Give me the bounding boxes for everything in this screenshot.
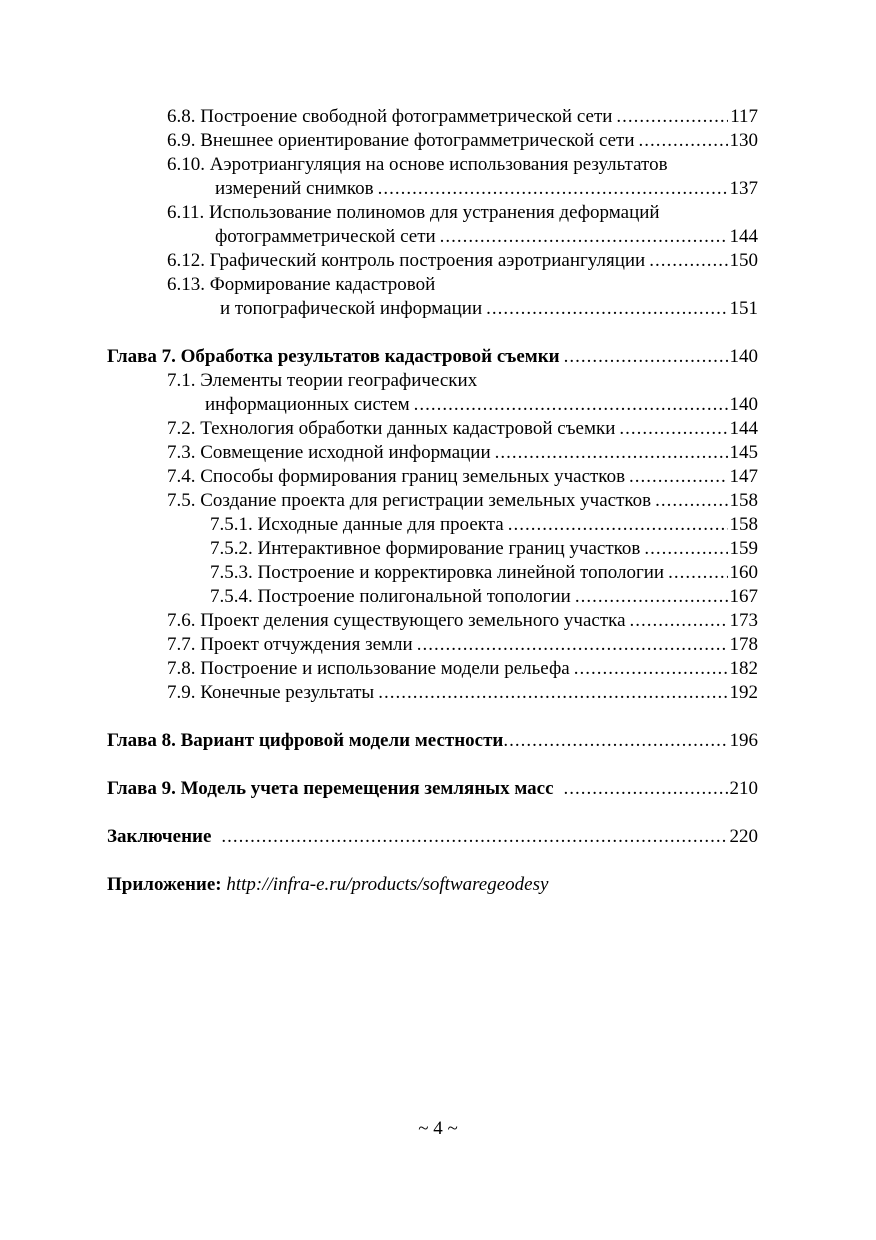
toc-entry-7-5-2[interactable] — [210, 537, 758, 561]
appendix-label: Приложение: — [107, 874, 222, 895]
section-title: Способы формирования границ земельных участков — [200, 466, 626, 487]
page-ref: 150 — [729, 250, 758, 271]
toc-row — [0, 345, 876, 369]
section-number: 7.7. — [167, 634, 196, 655]
toc-row — [0, 465, 876, 489]
page-ref: 210 — [729, 778, 758, 799]
toc-entry-6-10-line1[interactable] — [167, 153, 668, 177]
chapter-title: Заключение — [107, 826, 212, 847]
section-title: Проект отчуждения земли — [200, 634, 413, 655]
page-ref: 137 — [729, 178, 758, 199]
leader-dots — [440, 225, 728, 249]
toc-row — [0, 777, 876, 801]
leader-dots — [630, 609, 728, 633]
section-number: 7.1. — [167, 370, 196, 391]
section-title: Использование полиномов для устранения деформаций — [209, 202, 660, 223]
leader-dots — [655, 489, 727, 513]
leader-dots — [575, 585, 728, 609]
leader-dots — [495, 441, 728, 465]
section-title: Построение и корректировка линейной топологии — [257, 562, 665, 583]
toc-entry-7-5-4[interactable] — [210, 585, 758, 609]
section-number: 6.11. — [167, 202, 205, 223]
page-ref: 160 — [729, 562, 758, 583]
section-title-cont: измерений снимков — [215, 178, 374, 199]
section-title: Внешнее ориентирование фотограмметрической сети — [200, 130, 635, 151]
page-ref: 144 — [729, 226, 758, 247]
section-number: 7.2. — [167, 418, 196, 439]
leader-dots — [378, 177, 728, 201]
toc-row — [0, 441, 876, 465]
page-ref: 192 — [729, 682, 758, 703]
page-ref: 147 — [729, 466, 758, 487]
leader-dots — [616, 105, 728, 129]
toc-entry-7-6[interactable] — [167, 609, 758, 633]
toc-row — [0, 825, 876, 849]
section-number: 6.9. — [167, 130, 196, 151]
section-number: 6.12. — [167, 250, 205, 271]
toc-row — [0, 537, 876, 561]
toc-row — [0, 657, 876, 681]
section-title-cont: информационных систем — [205, 394, 410, 415]
section-title: Построение полигональной топологии — [257, 586, 571, 607]
toc-entry-6-9[interactable] — [167, 129, 758, 153]
section-title: Технология обработки данных кадастровой съемки — [200, 418, 616, 439]
toc-row — [0, 201, 876, 225]
leader-dots — [644, 537, 727, 561]
toc-chapter-8[interactable] — [107, 729, 758, 753]
toc-row — [0, 489, 876, 513]
toc-entry-6-11-line2[interactable] — [215, 225, 758, 249]
leader-dots — [668, 561, 727, 585]
page-ref: 145 — [729, 442, 758, 463]
section-number: 7.8. — [167, 658, 196, 679]
toc-entry-6-10-line2[interactable] — [215, 177, 758, 201]
toc-conclusion[interactable] — [107, 825, 758, 849]
page-ref: 220 — [729, 826, 758, 847]
section-number: 7.5.1. — [210, 514, 253, 535]
toc-row — [0, 273, 876, 297]
leader-dots — [649, 249, 727, 273]
toc-row — [0, 585, 876, 609]
leader-dots — [503, 729, 727, 753]
page-ref: 140 — [729, 346, 758, 367]
toc-entry-7-5-3[interactable] — [210, 561, 758, 585]
toc-row — [0, 873, 876, 897]
section-title-cont: и топографической информации — [220, 298, 483, 319]
section-number: 7.4. — [167, 466, 196, 487]
page-number: ~ 4 ~ — [418, 1118, 458, 1139]
toc-row — [0, 681, 876, 705]
page-ref: 167 — [729, 586, 758, 607]
section-number: 7.5.3. — [210, 562, 253, 583]
toc-entry-6-13-line2[interactable] — [220, 297, 758, 321]
toc-row — [0, 393, 876, 417]
toc-row — [0, 417, 876, 441]
section-title: Исходные данные для проекта — [257, 514, 504, 535]
section-number: 6.13. — [167, 274, 205, 295]
toc-chapter-9[interactable] — [107, 777, 758, 801]
toc-row — [0, 177, 876, 201]
toc-entry-6-8[interactable] — [167, 105, 758, 129]
toc-row — [0, 105, 876, 129]
section-number: 7.6. — [167, 610, 196, 631]
toc-entry-6-11-line1[interactable] — [167, 201, 660, 225]
toc-entry-7-1-line1[interactable] — [167, 369, 477, 393]
section-title: Построение и использование модели рельефа — [200, 658, 570, 679]
toc-row — [0, 249, 876, 273]
toc-entry-7-3[interactable] — [167, 441, 758, 465]
leader-dots — [629, 465, 727, 489]
toc-entry-6-12[interactable] — [167, 249, 758, 273]
toc-row — [0, 513, 876, 537]
page-ref: 178 — [729, 634, 758, 655]
toc-entry-7-7[interactable] — [167, 633, 758, 657]
toc-row — [0, 225, 876, 249]
toc-entry-7-5-1[interactable] — [210, 513, 758, 537]
chapter-title: Глава 8. Вариант цифровой модели местности — [107, 730, 504, 751]
chapter-title: Глава 7. Обработка результатов кадастровой съемки — [107, 346, 560, 367]
section-title-cont: фотограмметрической сети — [215, 226, 436, 247]
page-ref: 158 — [729, 514, 758, 535]
leader-dots — [639, 129, 728, 153]
section-number: 7.5. — [167, 490, 196, 511]
section-number: 7.3. — [167, 442, 196, 463]
leader-dots — [378, 681, 727, 705]
toc-entry-7-1-line2[interactable] — [205, 393, 758, 417]
toc-appendix — [107, 873, 548, 897]
toc-entry-7-8[interactable] — [167, 657, 758, 681]
section-number: 6.10. — [167, 154, 205, 175]
page-ref: 144 — [729, 418, 758, 439]
section-title: Построение свободной фотограмметрической сети — [200, 106, 613, 127]
section-number: 6.8. — [167, 106, 196, 127]
page-ref: 159 — [729, 538, 758, 559]
section-title: Создание проекта для регистрации земельных участков — [200, 490, 652, 511]
toc-entry-7-2[interactable] — [167, 417, 758, 441]
leader-dots — [574, 657, 728, 681]
section-title: Конечные результаты — [200, 682, 375, 703]
toc-row — [0, 153, 876, 177]
toc-row — [0, 561, 876, 585]
toc-row — [0, 633, 876, 657]
section-title: Совмещение исходной информации — [200, 442, 491, 463]
section-title: Интерактивное формирование границ участков — [257, 538, 641, 559]
toc-row — [0, 297, 876, 321]
section-title: Аэротриангуляция на основе использования результатов — [209, 154, 668, 175]
section-title: Проект деления существующего земельного участка — [200, 610, 626, 631]
page-ref: 140 — [729, 394, 758, 415]
page-ref: 158 — [729, 490, 758, 511]
page-ref: 151 — [729, 298, 758, 319]
section-number: 7.5.2. — [210, 538, 253, 559]
leader-dots — [221, 825, 727, 849]
section-title: Графический контроль построения аэротриангуляции — [209, 250, 646, 271]
toc-row — [0, 369, 876, 393]
leader-dots — [508, 513, 728, 537]
section-number: 7.5.4. — [210, 586, 253, 607]
toc-row — [0, 729, 876, 753]
toc-entry-7-9[interactable] — [167, 681, 758, 705]
leader-dots — [564, 777, 728, 801]
page-ref: 182 — [729, 658, 758, 679]
section-title: Элементы теории географических — [200, 370, 478, 391]
leader-dots — [417, 633, 728, 657]
page-ref: 173 — [729, 610, 758, 631]
toc-chapter-7[interactable] — [107, 345, 758, 369]
leader-dots — [486, 297, 727, 321]
page-ref: 130 — [729, 130, 758, 151]
page-ref: 117 — [730, 106, 758, 127]
toc-row — [0, 129, 876, 153]
toc-entry-7-4[interactable] — [167, 465, 758, 489]
toc-entry-6-13-line1[interactable] — [167, 273, 435, 297]
page-ref: 196 — [729, 730, 758, 751]
leader-dots — [414, 393, 728, 417]
leader-dots — [619, 417, 727, 441]
leader-dots — [564, 345, 728, 369]
toc-entry-7-5[interactable] — [167, 489, 758, 513]
appendix-link[interactable]: http://infra-e.ru/products/softwaregeodesy — [226, 874, 549, 895]
section-title: Формирование кадастровой — [209, 274, 436, 295]
chapter-title: Глава 9. Модель учета перемещения земляных масс — [107, 778, 554, 799]
toc-row — [0, 609, 876, 633]
section-number: 7.9. — [167, 682, 196, 703]
